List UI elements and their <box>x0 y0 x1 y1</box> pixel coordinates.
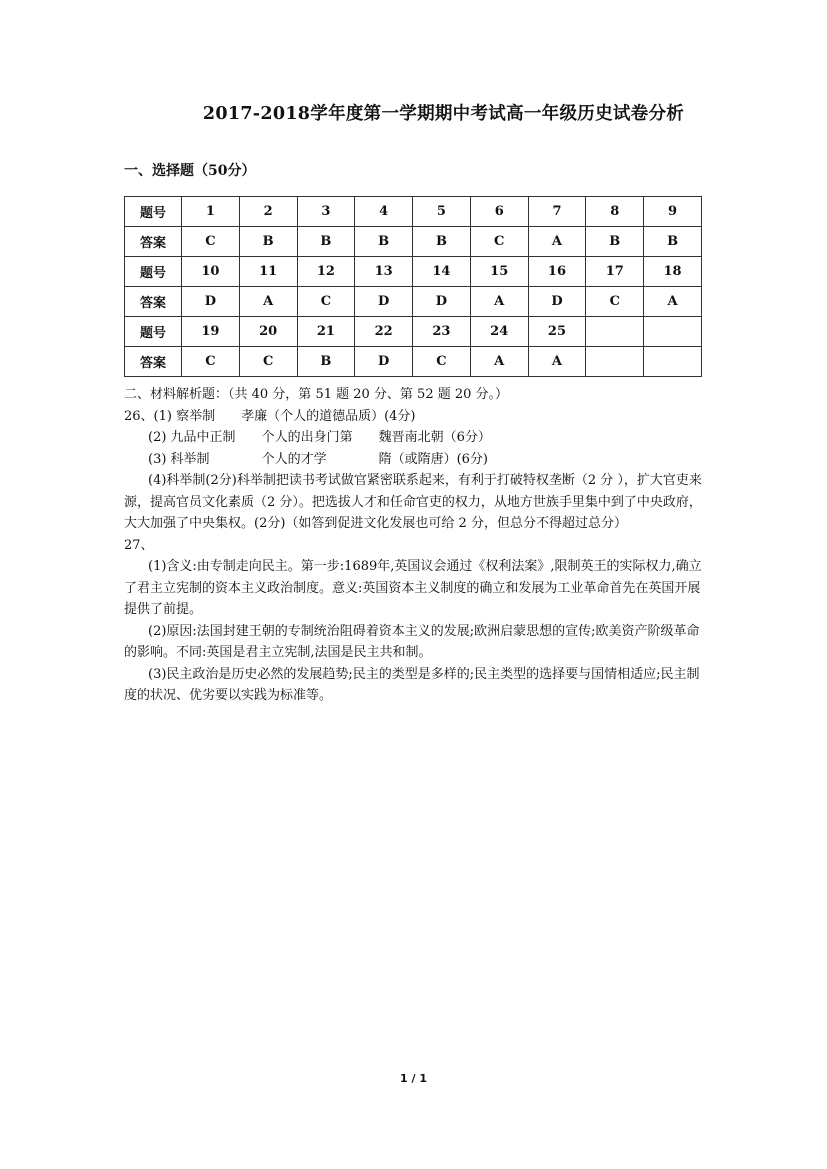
q27-part3: (3)民主政治是历史必然的发展趋势;民主的类型是多样的;民主类型的选择要与国情相适应;民主制度的状况、优劣要以实践为标准等。 <box>124 666 700 703</box>
question-number-row-label: 题号 <box>125 197 182 227</box>
answer-row-cell: D <box>413 287 471 317</box>
question-number-row-cell: 18 <box>644 257 702 287</box>
question-number-row-cell: 17 <box>586 257 644 287</box>
answer-row-cell: A <box>528 347 586 377</box>
q26-part2 <box>124 427 704 449</box>
question-number-row-cell: 22 <box>355 317 413 347</box>
answer-row-cell: D <box>182 287 240 317</box>
answer-row <box>125 287 702 317</box>
answer-row-cell: C <box>182 227 240 257</box>
question-number-row-cell: 7 <box>528 197 586 227</box>
q26-part1 <box>124 406 704 428</box>
answer-row-cell <box>644 347 702 377</box>
question-number-row-cell: 8 <box>586 197 644 227</box>
question-number-row-cell <box>586 317 644 347</box>
answer-row-cell: A <box>644 287 702 317</box>
question-number-row-cell: 19 <box>182 317 240 347</box>
question-number-row-cell: 6 <box>470 197 528 227</box>
question-number-row-cell: 4 <box>355 197 413 227</box>
q26-p3-label: (3) 科举制 <box>148 451 210 467</box>
page-title: 2017-2018学年度第一学期期中考试高一年级历史试卷分析 <box>202 104 685 124</box>
answer-row-cell: A <box>528 227 586 257</box>
analysis-body <box>124 384 704 707</box>
q26-p3-basis: 个人的才学 <box>261 451 327 467</box>
answer-row-cell: B <box>297 347 355 377</box>
answer-row-cell: B <box>586 227 644 257</box>
q26-part4: (4)科举制(2分)科举制把读书考试做官紧密联系起来，有利于打破特权垄断（2 分 ），扩大官吏来源，提高官员文化素质（2 分）。把选拔人才和任命官吏的权力，从地方世族手里集中到了中央政府，大大加强了中央集权。(2分)（如答到促进文化发展也可给 2 分，但总分不得超过总分） <box>124 473 702 531</box>
question-number-row-cell <box>644 317 702 347</box>
answer-row-cell: C <box>470 227 528 257</box>
answer-row-cell: D <box>528 287 586 317</box>
q27-part2: (2)原因:法国封建王朝的专制统治阻碍着资本主义的发展;欧洲启蒙思想的宣传;欧美资产阶级革命的影响。不同:英国是君主立宪制,法国是民主共和制。 <box>124 623 700 660</box>
answer-row-cell: C <box>586 287 644 317</box>
answer-row-cell: C <box>297 287 355 317</box>
answer-row-cell: D <box>355 347 413 377</box>
answer-row-cell: A <box>470 347 528 377</box>
question-number-row-cell: 1 <box>182 197 240 227</box>
answer-row-cell: A <box>470 287 528 317</box>
q26-p2-label: (2) 九品中正制 <box>148 430 236 445</box>
answer-row-cell: B <box>644 227 702 257</box>
answer-row-cell: B <box>413 227 471 257</box>
answer-row-cell: B <box>297 227 355 257</box>
section-heading-choice: 一、选择题（50分） <box>124 163 256 179</box>
question-number-row-cell: 20 <box>239 317 297 347</box>
question-number-row-cell: 11 <box>239 257 297 287</box>
question-number-row-cell: 24 <box>470 317 528 347</box>
question-number-row-cell: 3 <box>297 197 355 227</box>
question-number-row-cell: 23 <box>413 317 471 347</box>
q26-p2-era: 魏晋南北朝（6分） <box>378 430 491 445</box>
answer-row-cell: C <box>182 347 240 377</box>
question-number-row <box>125 317 702 347</box>
question-number-row-cell: 16 <box>528 257 586 287</box>
answer-row-cell <box>586 347 644 377</box>
q26-p2-basis: 个人的出身门第 <box>261 430 353 445</box>
answer-row-label: 答案 <box>125 287 182 317</box>
question-number-row-label: 题号 <box>125 317 182 347</box>
answer-row-cell: C <box>239 347 297 377</box>
q26-p1-label: 26、(1) 察举制 <box>124 408 216 424</box>
question-number-row-cell: 25 <box>528 317 586 347</box>
question-number-row-cell: 15 <box>470 257 528 287</box>
answer-row-label: 答案 <box>125 347 182 377</box>
question-number-row-cell: 14 <box>413 257 471 287</box>
answer-row-cell: D <box>355 287 413 317</box>
question-number-row-cell: 5 <box>413 197 471 227</box>
q27-heading: 27、 <box>124 537 154 553</box>
q26-p3-era: 隋（或隋唐）(6分) <box>378 451 488 467</box>
q26-p1-answer: 孝廉（个人的道德品质）(4分) <box>241 408 416 424</box>
section-heading-material: 二、材料解析题：（共 40 分，第 51 题 20 分、第 52 题 20 分。） <box>124 387 509 402</box>
question-number-row-label: 题号 <box>125 257 182 287</box>
question-number-row-cell: 10 <box>182 257 240 287</box>
question-number-row <box>125 257 702 287</box>
answer-row-cell: B <box>239 227 297 257</box>
question-number-row <box>125 197 702 227</box>
question-number-row-cell: 13 <box>355 257 413 287</box>
answer-row-cell: C <box>413 347 471 377</box>
q26-part3 <box>124 449 704 471</box>
question-number-row-cell: 2 <box>239 197 297 227</box>
answer-table <box>124 196 702 377</box>
question-number-row-cell: 12 <box>297 257 355 287</box>
answer-row-label: 答案 <box>125 227 182 257</box>
question-number-row-cell: 21 <box>297 317 355 347</box>
answer-row <box>125 347 702 377</box>
q27-part1: (1)含义:由专制走向民主。第一步:1689年,英国议会通过《权利法案》,限制英王的实际权力,确立了君主立宪制的资本主义政治制度。意义:英国资本主义制度的确立和发展为工业革命首先在英国开展提供了前提。 <box>124 559 702 617</box>
answer-row-cell: A <box>239 287 297 317</box>
answer-row <box>125 227 702 257</box>
answer-row-cell: B <box>355 227 413 257</box>
question-number-row-cell: 9 <box>644 197 702 227</box>
page-number: 1 / 1 <box>400 1072 427 1085</box>
